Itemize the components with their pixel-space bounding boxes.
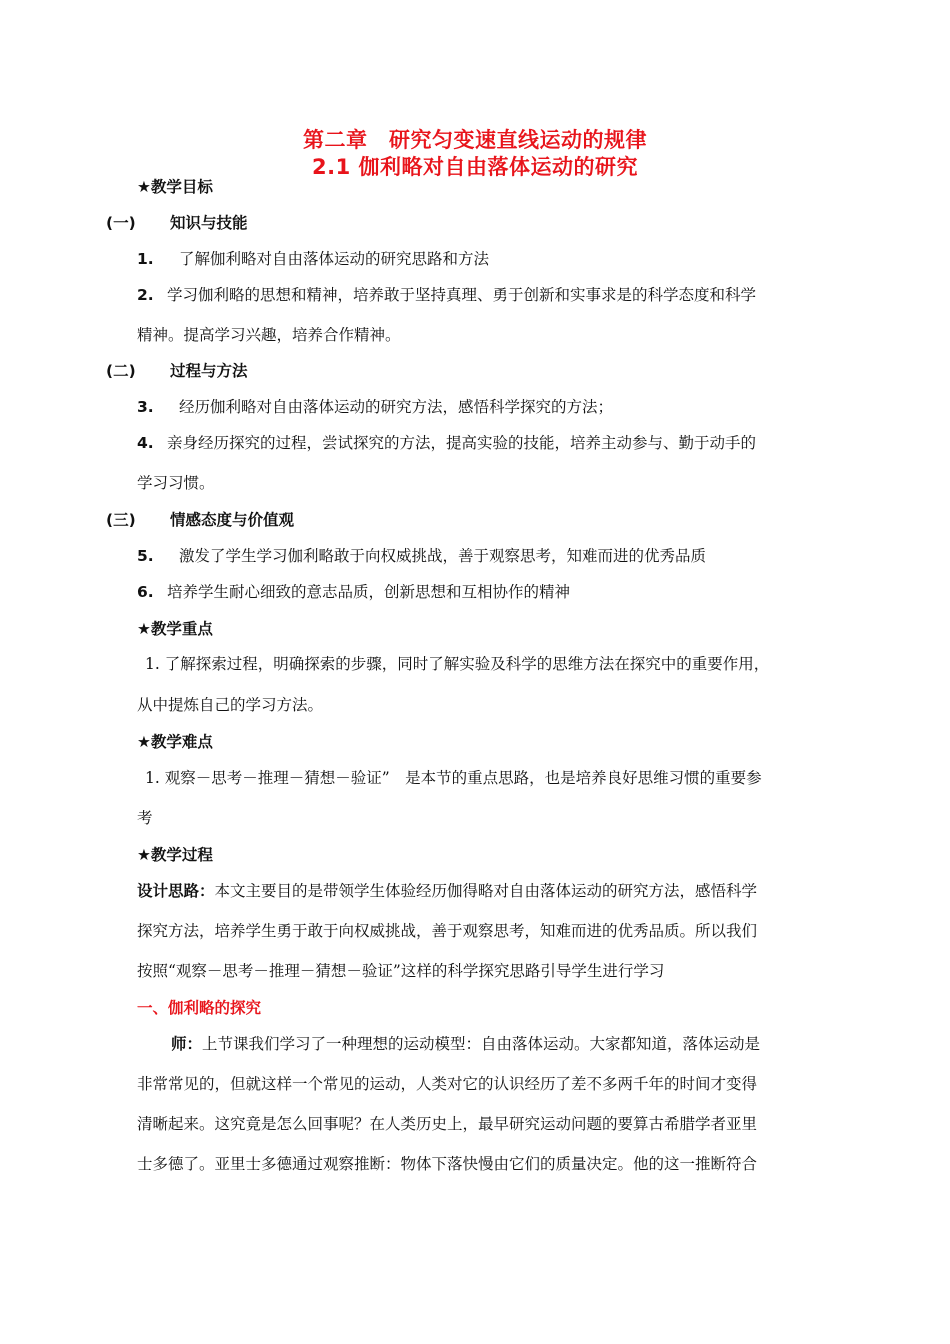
objective-group-2 [106, 361, 248, 381]
part-1-line-4: 士多德了。亚里士多德通过观察推断：物体下落快慢由它们的质量决定。他的这一推断符合 [137, 1155, 758, 1173]
design-label: 设计思路： [137, 882, 215, 900]
item-4-number: 4. [137, 434, 154, 452]
item-4-continuation: 学习习惯。 [137, 474, 215, 492]
objective-group-1 [106, 213, 248, 233]
group-1-title: 知识与技能 [170, 214, 248, 232]
item-1-number: 1. [137, 250, 154, 268]
group-1-label: (一) [106, 214, 136, 232]
objective-item-4 [137, 433, 756, 453]
teacher-label: 师： [171, 1035, 203, 1053]
design-line-2: 探究方法，培养学生勇于敢于向权威挑战，善于观察思考，知难而进的优秀品质。所以我们 [137, 922, 758, 940]
item-2-continuation: 精神。提高学习兴趣，培养合作精神。 [137, 326, 401, 344]
part-1-line-3: 清晰起来。这究竟是怎么回事呢？在人类历史上，最早研究运动问题的要算古希腊学者亚里 [137, 1115, 758, 1133]
design-line-3: 按照“观察－思考－推理－猜想－验证”这样的科学探究思路引导学生进行学习 [137, 962, 665, 980]
group-2-title: 过程与方法 [170, 362, 248, 380]
objective-item-2 [137, 285, 756, 305]
difficulties-line-2: 考 [137, 809, 153, 827]
process-heading: ★教学过程 [137, 846, 213, 864]
part-1-line-2: 非常常见的，但就这样一个常见的运动，人类对它的认识经历了差不多两千年的时间才变得 [137, 1075, 758, 1093]
item-3-text: 经历伽利略对自由落体运动的研究方法，感悟科学探究的方法； [179, 398, 614, 416]
objective-item-5 [137, 546, 706, 566]
item-2-text: 学习伽利略的思想和精神，培养敢于坚持真理、勇于创新和实事求是的科学态度和科学 [167, 286, 757, 304]
item-2-number: 2. [137, 286, 154, 304]
difficulties-heading: ★教学难点 [137, 733, 213, 751]
design-line-1 [137, 881, 757, 901]
design-text-1: 本文主要目的是带领学生体验经历伽得略对自由落体运动的研究方法，感悟科学 [214, 882, 758, 900]
item-5-text: 激发了学生学习伽利略敢于向权威挑战，善于观察思考，知难而进的优秀品质 [179, 547, 707, 565]
objective-group-3 [106, 510, 294, 530]
difficulties-line-1: 1. 观察－思考－推理－猜想－验证” 是本节的重点思路，也是培养良好思维习惯的重要参 [145, 769, 762, 787]
item-6-number: 6. [137, 583, 154, 601]
part-1-text-1: 上节课我们学习了一种理想的运动模型：自由落体运动。大家都知道，落体运动是 [202, 1035, 761, 1053]
group-2-label: (二) [106, 362, 136, 380]
key-points-line-1: 1. 了解探索过程，明确探索的步骤，同时了解实验及科学的思维方法在探究中的重要作用， [145, 655, 770, 673]
part-1-line-1 [171, 1034, 760, 1054]
key-points-line-2: 从中提炼自己的学习方法。 [137, 696, 324, 714]
item-4-text: 亲身经历探究的过程，尝试探究的方法，提高实验的技能，培养主动参与、勤于动手的 [167, 434, 757, 452]
item-5-number: 5. [137, 547, 154, 565]
objective-item-6 [137, 582, 570, 602]
objectives-heading: ★教学目标 [137, 178, 213, 196]
group-3-label: (三) [106, 511, 136, 529]
chapter-title: 第二章 研究匀变速直线运动的规律 [303, 128, 647, 152]
objective-item-3 [137, 397, 613, 417]
item-1-text: 了解伽利略对自由落体运动的研究思路和方法 [179, 250, 490, 268]
group-3-title: 情感态度与价值观 [170, 511, 295, 529]
item-3-number: 3. [137, 398, 154, 416]
item-6-text: 培养学生耐心细致的意志品质，创新思想和互相协作的精神 [167, 583, 571, 601]
part-1-heading: 一、伽利略的探究 [137, 999, 262, 1017]
objective-item-1 [137, 249, 489, 269]
section-title: 2.1 伽利略对自由落体运动的研究 [311, 155, 638, 179]
key-points-heading: ★教学重点 [137, 620, 213, 638]
